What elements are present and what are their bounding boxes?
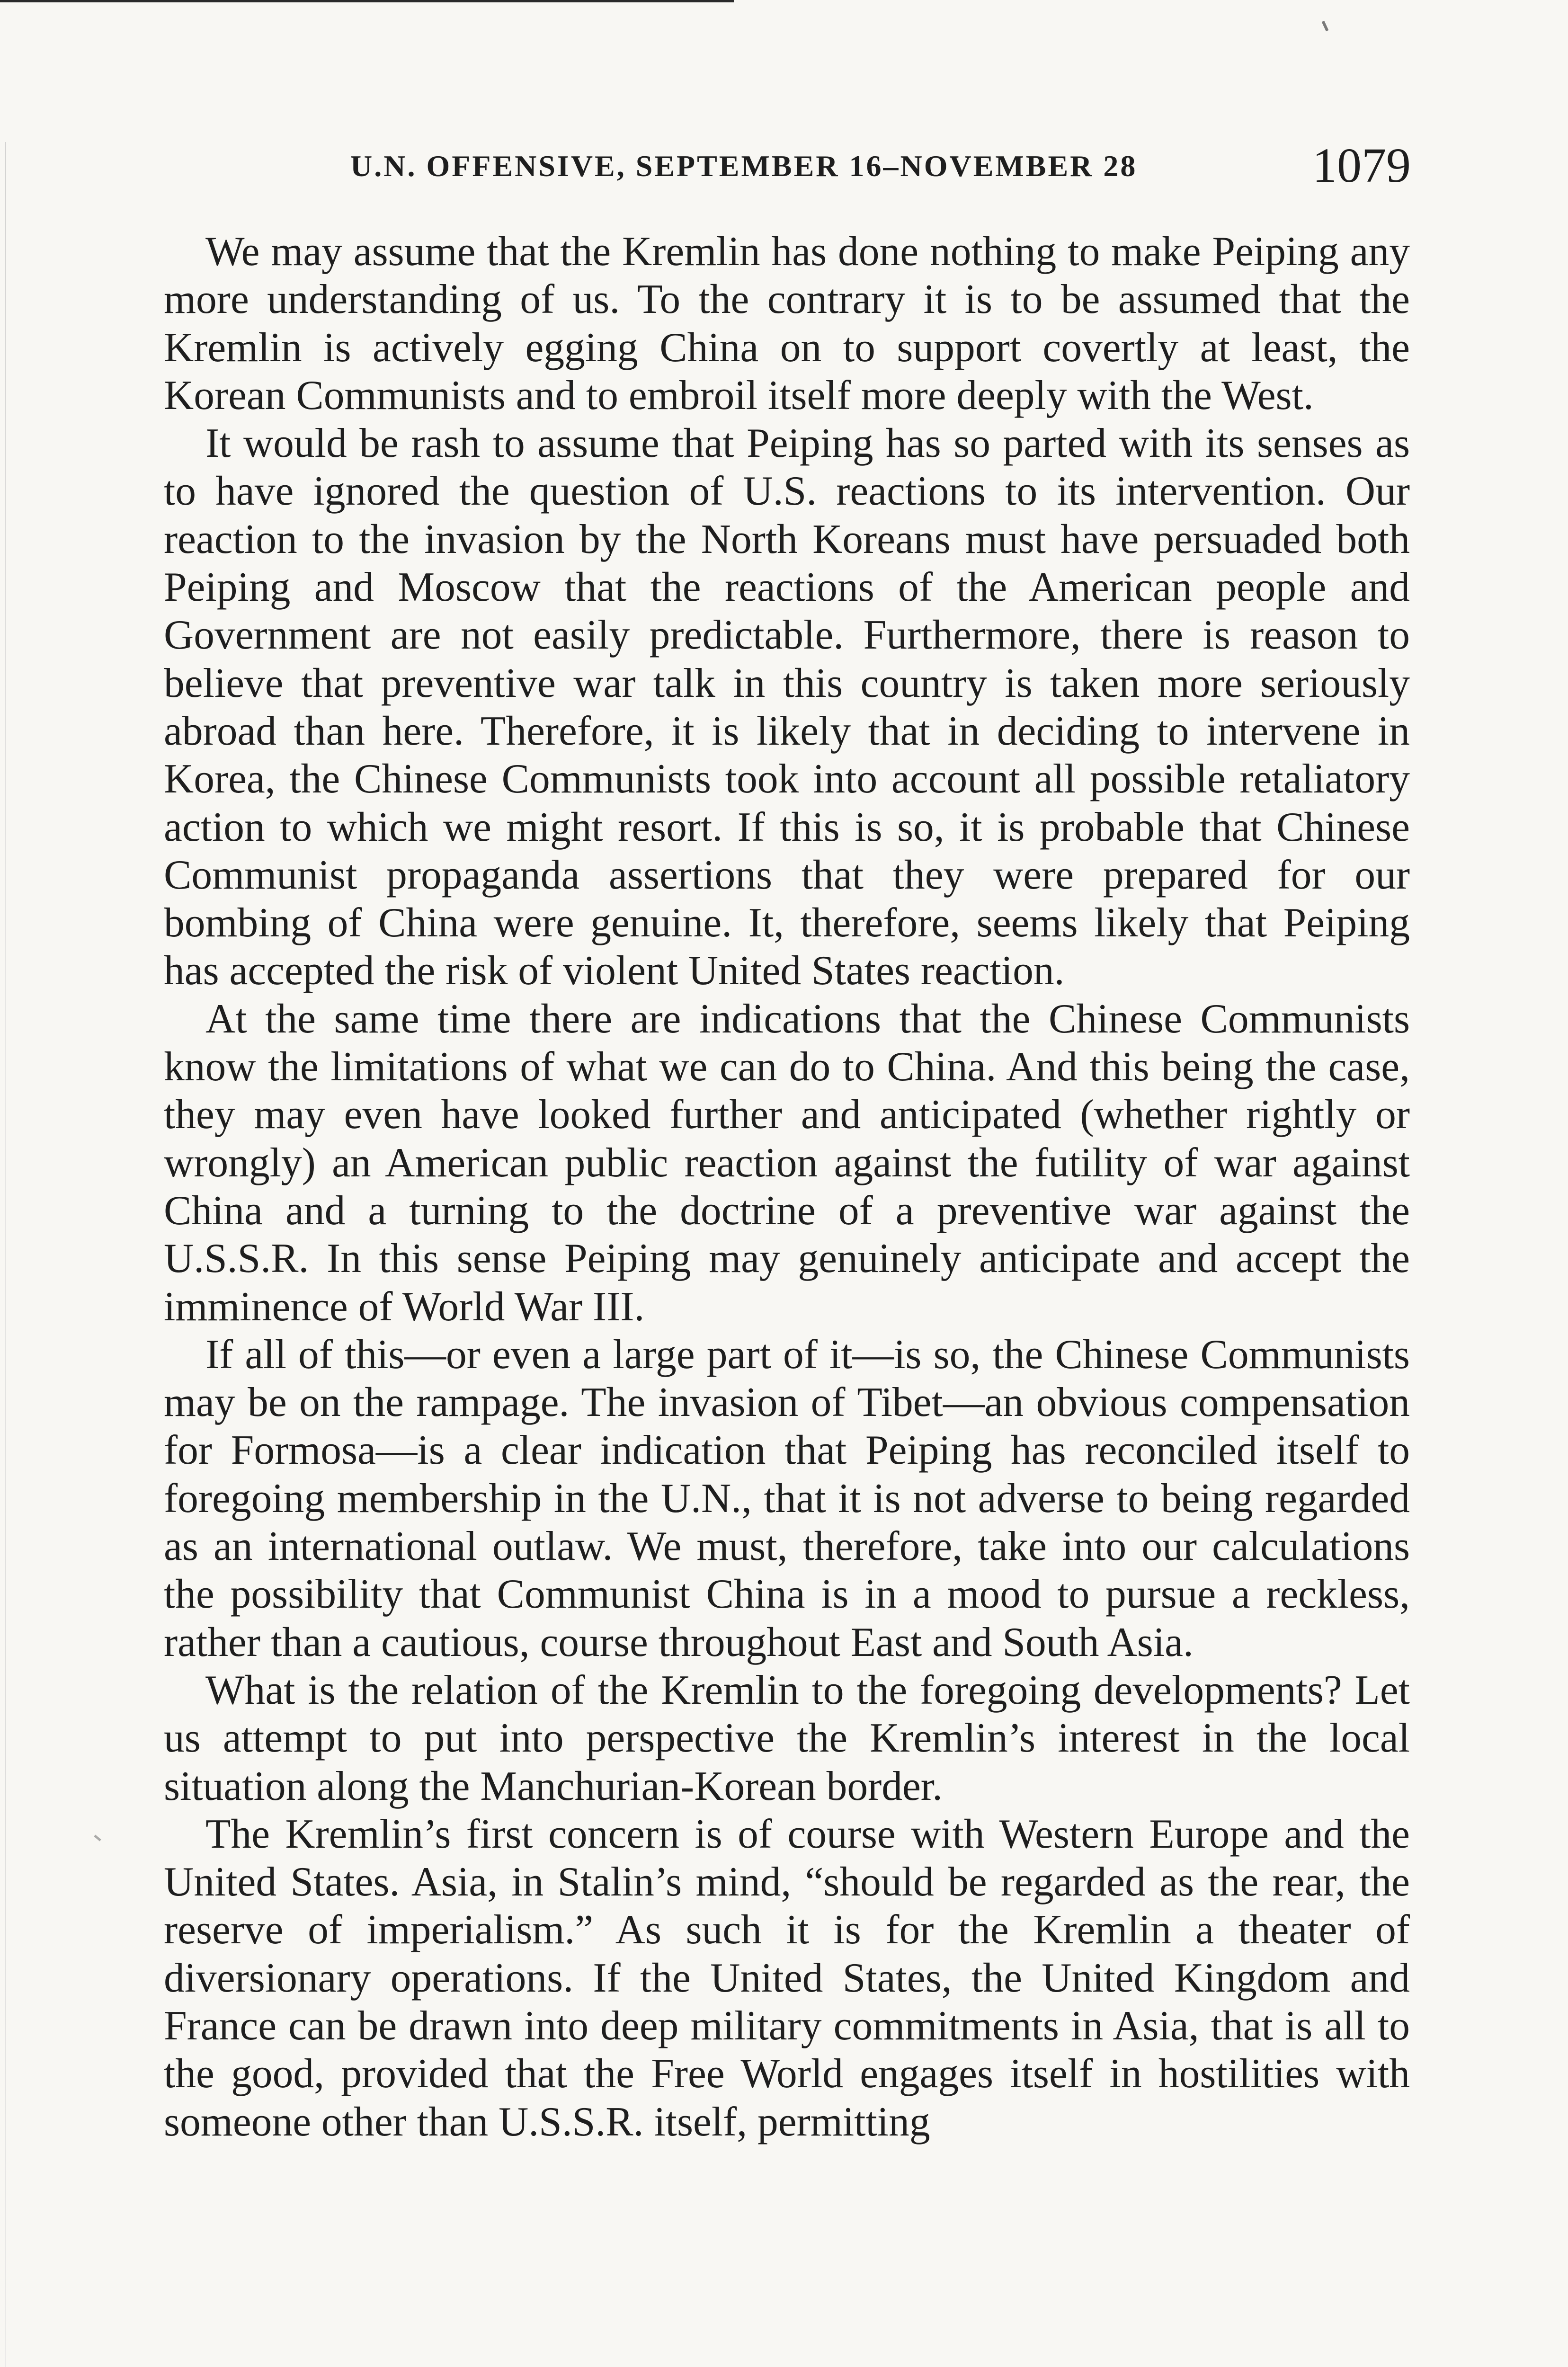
paragraph: The Kremlin’s first concern is of course with Western Europe and the United States. Asia, in Stalin’s mind, “should be regarded as the rear, the reserve of imperialism.” As such it is for the Kremlin a theater of diversionary operations. If the United States, the United Kingdom and France can be drawn into deep military commitments in Asia, that is all to the good, provided that the Free World engages itself in hostilities with someone other than U.S.S.R. itself, permitting — [164, 1810, 1410, 2145]
stray-margin-mark — [94, 1834, 101, 1841]
top-edge-rule — [0, 0, 734, 2]
page-number: 1079 — [1312, 138, 1411, 193]
body-text — [164, 227, 1410, 2343]
paragraph: At the same time there are indications that the Chinese Communists know the limitations of what we can do to China. And this being the case, they may even have looked further and anticipated (whether rightly or wrongly) an American public reaction against the futility of war against China and a turning to the doctrine of a preventive war against the U.S.S.R. In this sense Peiping may genuinely anticipate and accept the imminence of World War III. — [164, 995, 1410, 1329]
paragraph: It would be rash to assume that Peiping has so parted with its senses as to have ignored the question of U.S. reactions to its intervention. Our reaction to the invasion by the North Koreans must have persuaded both Peiping and Moscow that the reactions of the American people and Government are not easily predictable. Furthermore, there is reason to believe that preventive war talk in this country is taken more seriously abroad than here. Therefore, it is likely that in deciding to intervene in Korea, the Chinese Communists took into account all possible retaliatory action to which we might resort. If this is so, it is probable that Chinese Communist propaganda assertions that they were prepared for our bombing of China were genuine. It, therefore, seems likely that Peiping has accepted the risk of violent United States reaction. — [164, 420, 1410, 994]
page-edge-shadow — [5, 142, 6, 2367]
stray-pen-mark — [1322, 21, 1329, 31]
page-header — [341, 137, 1411, 193]
paragraph: If all of this—or even a large part of it—is so, the Chinese Communists may be on the rampage. The invasion of Tibet—an obvious compensation for Formosa—is a clear indication that Peiping has reconciled itself to foregoing membership in the U.N., that it is not adverse to being regarded as an international outlaw. We must, therefore, take into our calculations the possibility that Communist China is in a mood to pursue a reckless, rather than a cautious, course throughout East and South Asia. — [164, 1331, 1410, 1665]
paragraph: We may assume that the Kremlin has done nothing to make Peiping any more understanding of us. To the contrary it is to be assumed that the Kremlin is actively egging China on to support covertly at least, the Korean Communists and to embroil itself more deeply with the West. — [164, 228, 1410, 418]
running-head: U.N. OFFENSIVE, SEPTEMBER 16–NOVEMBER 28 — [350, 149, 1138, 183]
paragraph: What is the relation of the Kremlin to the foregoing developments? Let us attempt to put into perspective the Kremlin’s interest in the local situation along the Manchurian-Korean border. — [164, 1666, 1410, 1809]
